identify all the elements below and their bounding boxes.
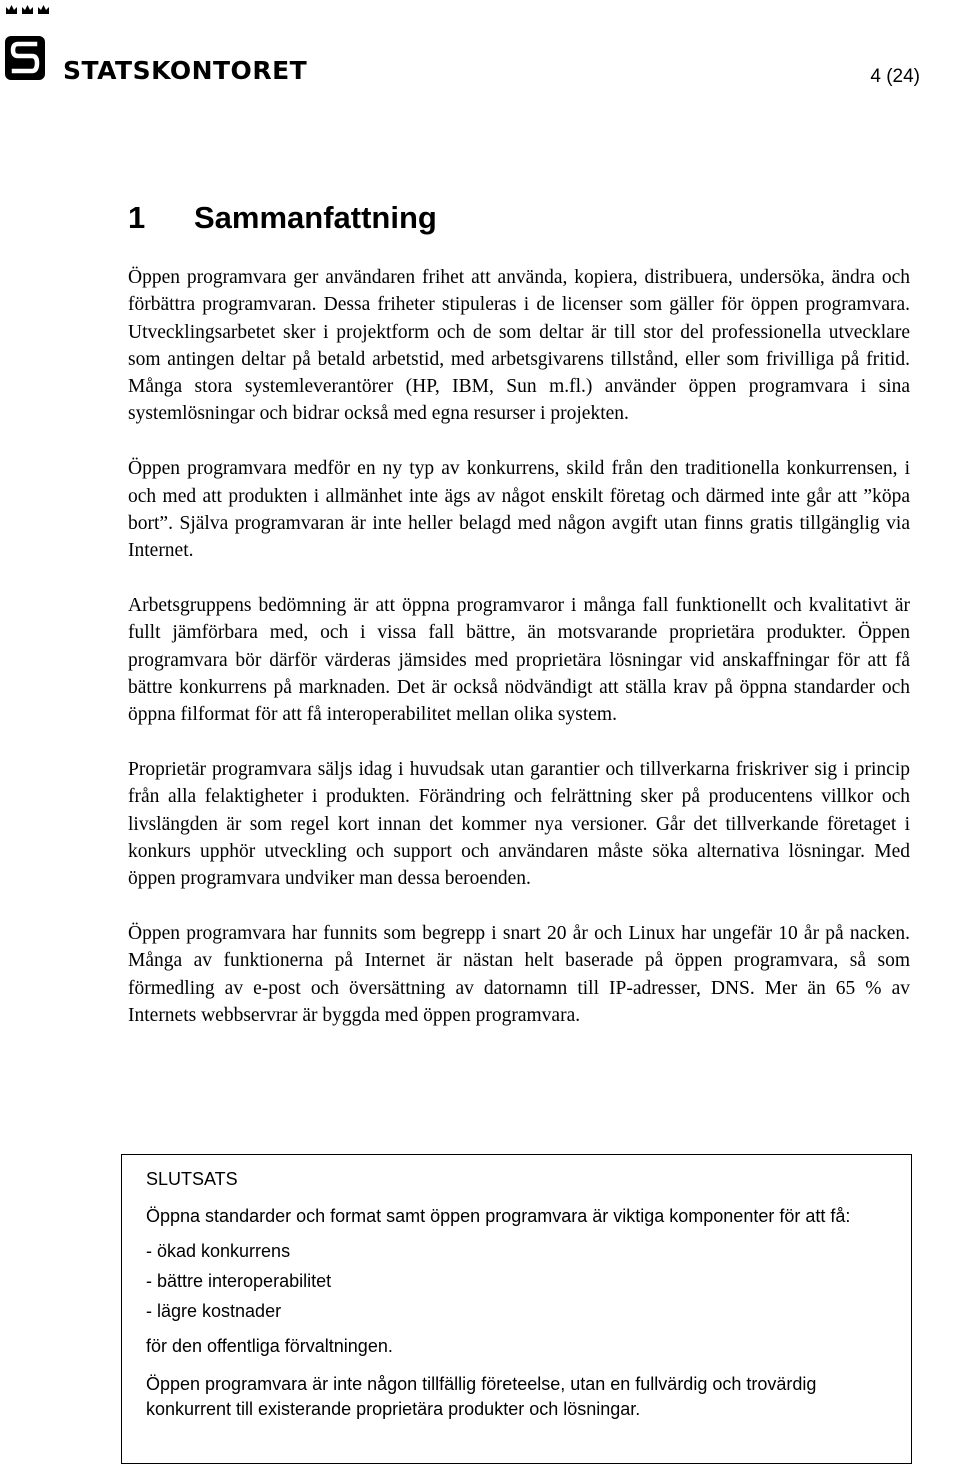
section-heading: [128, 198, 437, 238]
s-emblem-icon: [5, 36, 45, 80]
section-number: 1: [128, 200, 146, 235]
conclusion-final: Öppen programvara är inte någon tillfällig företeelse, utan en fullvärdig och trovärdig konkurrent till existerande proprietära produkter och lösningar.: [146, 1374, 817, 1419]
conclusion-intro: Öppna standarder och format samt öppen programvara är viktiga komponenter för att få:: [146, 1206, 851, 1226]
section-title: Sammanfattning: [194, 200, 437, 235]
page-number: 4 (24): [870, 66, 920, 87]
conclusion-footer: för den offentliga förvaltningen.: [146, 1336, 393, 1356]
paragraph: Öppen programvara ger användaren frihet att använda, kopiera, distribuera, undersöka, ändra och förbättra programvaran. Dessa friheter stipuleras i de licenser som gäller för öppen programvara. Utvecklingsarbetet sker i projektform och de som deltar är till stor del professionella utvecklare som antingen deltar på betald arbetstid, med arbetsgivarens tillstånd, eller som frivilliga på fritid. Många stora systemleverantörer (HP, IBM, Sun m.fl.) använder öppen programvara i sina systemlösningar och bidrar också med egna resurser i projekten.: [128, 267, 910, 425]
conclusion-box: [121, 1154, 912, 1464]
list-item: - ökad konkurrens: [146, 1241, 291, 1261]
conclusion-list: [146, 1239, 885, 1324]
statskontoret-logo: [4, 2, 54, 82]
paragraph: Proprietär programvara säljs idag i huvudsak utan garantier och tillverkarna friskriver sig i princip från alla felaktigheter i produkten. Förändring och felrättning sker på producentens villkor och livslängden är som regel kort innan det kommer nya versioner. Går det tillverkande företaget i konkurs upphör utveckling och support och användaren måste söka alternativa lösningar. Med öppen programvara undviker man dessa beroenden.: [128, 758, 910, 890]
body-text: [128, 264, 910, 1057]
list-item: - lägre kostnader: [146, 1301, 282, 1321]
paragraph: Arbetsgruppens bedömning är att öppna programvaror i många fall funktionellt och kvalitativt är fullt jämförbara med, och i vissa fall bättre, än motsvarande proprietära produkter. Öppen programvara bör därför värderas jämsides med proprietära lösningar vid anskaffningar för att få bättre konkurrens på marknaden. Det är också nödvändigt att ställa krav på öppna standarder och öppna filformat för att få interoperabilitet mellan olika system.: [128, 594, 910, 726]
paragraph: Öppen programvara har funnits som begrepp i snart 20 år och Linux har ungefär 10 år på nacken. Många av funktionerna på Internet är nästan helt baserade på öppen programvara, så som förmedling av e-post och översättning av datornamn till IP-adresser, DNS. Mer än 65 % av Internets webbservrar är byggda med öppen programvara.: [128, 922, 910, 1026]
paragraph: Öppen programvara medför en ny typ av konkurrens, skild från den traditionella konkurrensen, i och med att produkten i allmänhet inte ägs av något enskilt företag och därmed inte går att ”köpa bort”. Själva programvaran är inte heller belagd med någon avgift utan finns gratis tillgänglig via Internet.: [128, 458, 910, 562]
three-crowns-icon: [6, 5, 49, 14]
brand-name: STATSKONTORET: [63, 56, 308, 85]
list-item: - bättre interoperabilitet: [146, 1271, 332, 1291]
conclusion-heading: SLUTSATS: [146, 1169, 238, 1189]
